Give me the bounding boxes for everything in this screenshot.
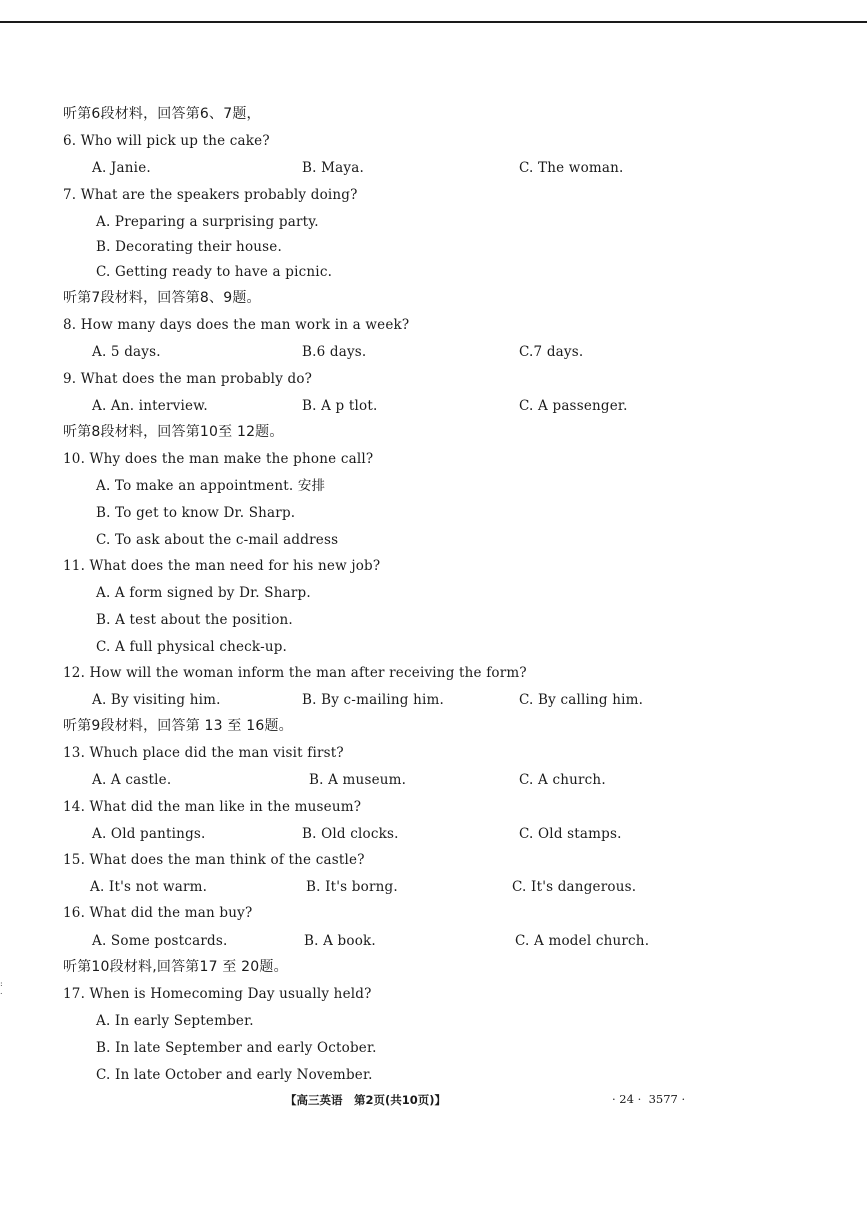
question-9: 9. What does the man probably do? <box>63 371 313 387</box>
question-17: 17. When is Homecoming Day usually held? <box>63 986 372 1002</box>
question-8: 8. How many days does the man work in a week? <box>63 317 410 333</box>
question-16: 16. What did the man buy? <box>63 905 253 921</box>
q8-option-c: C.7 days. <box>519 344 584 360</box>
question-14: 14. What did the man like in the museum? <box>63 799 362 815</box>
section-10-heading: 听第10段材料,回答第17 至 20题。 <box>63 959 288 975</box>
q11-option-a: A. A form signed by Dr. Sharp. <box>96 585 311 601</box>
question-7: 7. What are the speakers probably doing? <box>63 187 358 203</box>
q10-option-c: C. To ask about the c-mail address <box>96 532 339 548</box>
section-7-heading: 听第7段材料，回答第8、9题。 <box>63 290 261 306</box>
q10-option-a: A. To make an appointment. 安排 <box>96 478 326 494</box>
q17-option-b: B. In late September and early October. <box>96 1040 377 1056</box>
q12-option-b: B. By c-mailing him. <box>302 692 444 708</box>
margin-marks: : . <box>0 979 3 996</box>
q9-option-c: C. A passenger. <box>519 398 628 414</box>
q6-option-a: A. Janie. <box>92 160 151 176</box>
q16-option-c: C. A model church. <box>515 933 650 949</box>
footer-page-code: · 24 · 3577 · <box>612 1092 686 1106</box>
q7-option-c: C. Getting ready to have a picnic. <box>96 264 333 280</box>
question-10: 10. Why does the man make the phone call? <box>63 451 374 467</box>
q7-option-b: B. Decorating their house. <box>96 239 282 255</box>
q13-option-a: A. A castle. <box>92 772 172 788</box>
q6-option-b: B. Maya. <box>302 160 364 176</box>
q13-option-c: C. A church. <box>519 772 606 788</box>
q6-option-c: C. The woman. <box>519 160 624 176</box>
question-6: 6. Who will pick up the cake? <box>63 133 270 149</box>
q15-option-c: C. It's dangerous. <box>512 879 637 895</box>
q15-option-a: A. It's not warm. <box>90 879 208 895</box>
q12-option-a: A. By visiting him. <box>92 692 221 708</box>
q9-option-a: A. An. interview. <box>92 398 208 414</box>
q11-option-b: B. A test about the position. <box>96 612 293 628</box>
q15-option-b: B. It's borng. <box>306 879 398 895</box>
top-rule <box>0 21 867 23</box>
q8-option-b: B.6 days. <box>302 344 367 360</box>
q16-option-b: B. A book. <box>304 933 376 949</box>
q8-option-a: A. 5 days. <box>92 344 161 360</box>
q12-option-c: C. By calling him. <box>519 692 644 708</box>
section-6-heading: 听第6段材料，回答第6、7题， <box>63 106 261 122</box>
q7-option-a: A. Preparing a surprising party. <box>96 214 319 230</box>
section-8-heading: 听第8段材料，回答第10至 12题。 <box>63 424 284 440</box>
q14-option-c: C. Old stamps. <box>519 826 622 842</box>
footer-page-title: 【高三英语 第2页(共10页)】 <box>285 1093 447 1107</box>
q11-option-c: C. A full physical check-up. <box>96 639 288 655</box>
q13-option-b: B. A museum. <box>309 772 407 788</box>
section-9-heading: 听第9段材料，回答第 13 至 16题。 <box>63 718 293 734</box>
question-15: 15. What does the man think of the castle? <box>63 852 365 868</box>
q10-option-b: B. To get to know Dr. Sharp. <box>96 505 296 521</box>
q14-option-b: B. Old clocks. <box>302 826 399 842</box>
question-12: 12. How will the woman inform the man after receiving the form? <box>63 665 527 681</box>
q14-option-a: A. Old pantings. <box>92 826 206 842</box>
question-13: 13. Whuch place did the man visit first? <box>63 745 344 761</box>
q16-option-a: A. Some postcards. <box>92 933 228 949</box>
q17-option-c: C. In late October and early November. <box>96 1067 373 1083</box>
question-11: 11. What does the man need for his new job? <box>63 558 381 574</box>
q17-option-a: A. In early September. <box>96 1013 254 1029</box>
q9-option-b: B. A p tlot. <box>302 398 378 414</box>
